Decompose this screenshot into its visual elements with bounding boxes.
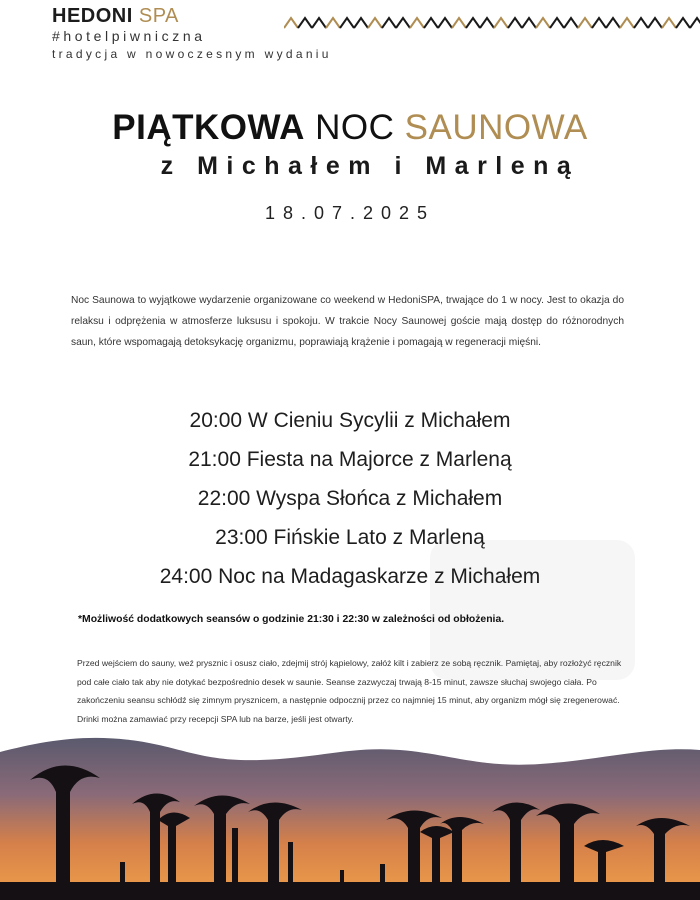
pattern-chevron bbox=[326, 18, 340, 28]
pattern-chevron bbox=[368, 18, 382, 28]
schedule-item: 22:00 Wyspa Słońca z Michałem bbox=[197, 487, 503, 510]
brand-logo bbox=[52, 5, 206, 44]
pattern-chevron bbox=[536, 18, 550, 28]
pattern-chevron bbox=[550, 18, 564, 28]
pattern-chevron bbox=[606, 18, 620, 28]
baobab-sunset-image bbox=[0, 732, 700, 900]
hashtag: #hotelpiwniczna bbox=[52, 28, 206, 44]
pattern-chevron bbox=[634, 18, 648, 28]
pattern-chevron bbox=[312, 18, 326, 28]
schedule-item: 21:00 Fiesta na Majorce z Marleną bbox=[188, 448, 512, 471]
pattern-chevron bbox=[354, 18, 368, 28]
page-subtitle: z Michałem i Marleną bbox=[160, 152, 580, 180]
pattern-chevron bbox=[382, 18, 396, 28]
pattern-chevron bbox=[662, 18, 676, 28]
pattern-chevron bbox=[592, 18, 606, 28]
pattern-chevron bbox=[494, 18, 508, 28]
pattern-chevron bbox=[396, 18, 410, 28]
pattern-chevron bbox=[564, 18, 578, 28]
page-title bbox=[0, 108, 700, 148]
pattern-chevron bbox=[438, 18, 452, 28]
schedule-item: 20:00 W Cieniu Sycylii z Michałem bbox=[189, 409, 511, 432]
pattern-chevron bbox=[620, 18, 634, 28]
additional-sessions-note: *Możliwość dodatkowych seansów o godzinie 21:30 i 22:30 w zależności od obłożenia. bbox=[78, 614, 505, 625]
schedule-item: 23:00 Fińskie Lato z Marleną bbox=[215, 526, 485, 549]
title-part-1: PIĄTKOWA bbox=[112, 108, 305, 147]
brand-name: HEDONI bbox=[52, 5, 133, 27]
tagline: tradycja w nowoczesnym wydaniu bbox=[52, 47, 332, 61]
pattern-chevron bbox=[410, 18, 424, 28]
sky bbox=[0, 738, 700, 900]
pattern-chevron bbox=[284, 18, 298, 28]
pattern-chevron bbox=[340, 18, 354, 28]
title-part-3: SAUNOWA bbox=[404, 108, 588, 147]
pattern-chevron bbox=[480, 18, 494, 28]
intro-paragraph: Noc Saunowa to wyjątkowe wydarzenie organizowane co weekend w HedoniSPA, trwające do 1 w nocy. Jest to okazja do relaksu i odprężenia w atmosferze luksusu i spokoju. W trakcie Nocy Saunowej goście mają dostęp do różnorodnych saun, które wspomagają detoksykację organizmu, poprawiają krążenie i pomagają w regeneracji mięśni. bbox=[71, 295, 624, 348]
title-part-2: NOC bbox=[315, 108, 395, 147]
brand-sub: SPA bbox=[138, 5, 179, 27]
pattern-chevron bbox=[522, 18, 536, 28]
pattern-chevron bbox=[424, 18, 438, 28]
pattern-chevron bbox=[648, 18, 662, 28]
sauna-rules bbox=[77, 654, 629, 728]
pattern-chevron bbox=[466, 18, 480, 28]
pattern-chevron bbox=[578, 18, 592, 28]
schedule-item: 24:00 Noc na Madagaskarze z Michałem bbox=[159, 565, 541, 588]
pattern-chevron bbox=[508, 18, 522, 28]
pattern-chevron bbox=[298, 18, 312, 28]
pattern-chevron bbox=[452, 18, 466, 28]
schedule-list bbox=[0, 401, 700, 596]
pattern-chevron bbox=[676, 18, 690, 28]
rules-paragraph: Przed wejściem do sauny, weź prysznic i osusz ciało, zdejmij strój kąpielowy, załóż kilt i zabierz ze sobą ręcznik. Pamiętaj, aby rozłożyć ręcznik pod całe ciało tak aby nie dotykać bezpośrednio desek w saunie. Seanse zazwyczaj trwają 8-15 minut, zawsze słuchaj swojego ciała. Po zakończeniu seansu schłódź się zimnym prysznicem, a następnie odpocznij przez co najmniej 15 minut, aby organizm mógł się zregenerować. bbox=[77, 658, 622, 705]
decorative-pattern bbox=[284, 16, 700, 30]
event-date: 18.07.2025 bbox=[264, 203, 436, 223]
drinks-paragraph: Drinki można zamawiać przy recepcji SPA lub na barze, jeśli jest otwarty. bbox=[77, 713, 354, 724]
pattern-chevron bbox=[690, 18, 700, 28]
